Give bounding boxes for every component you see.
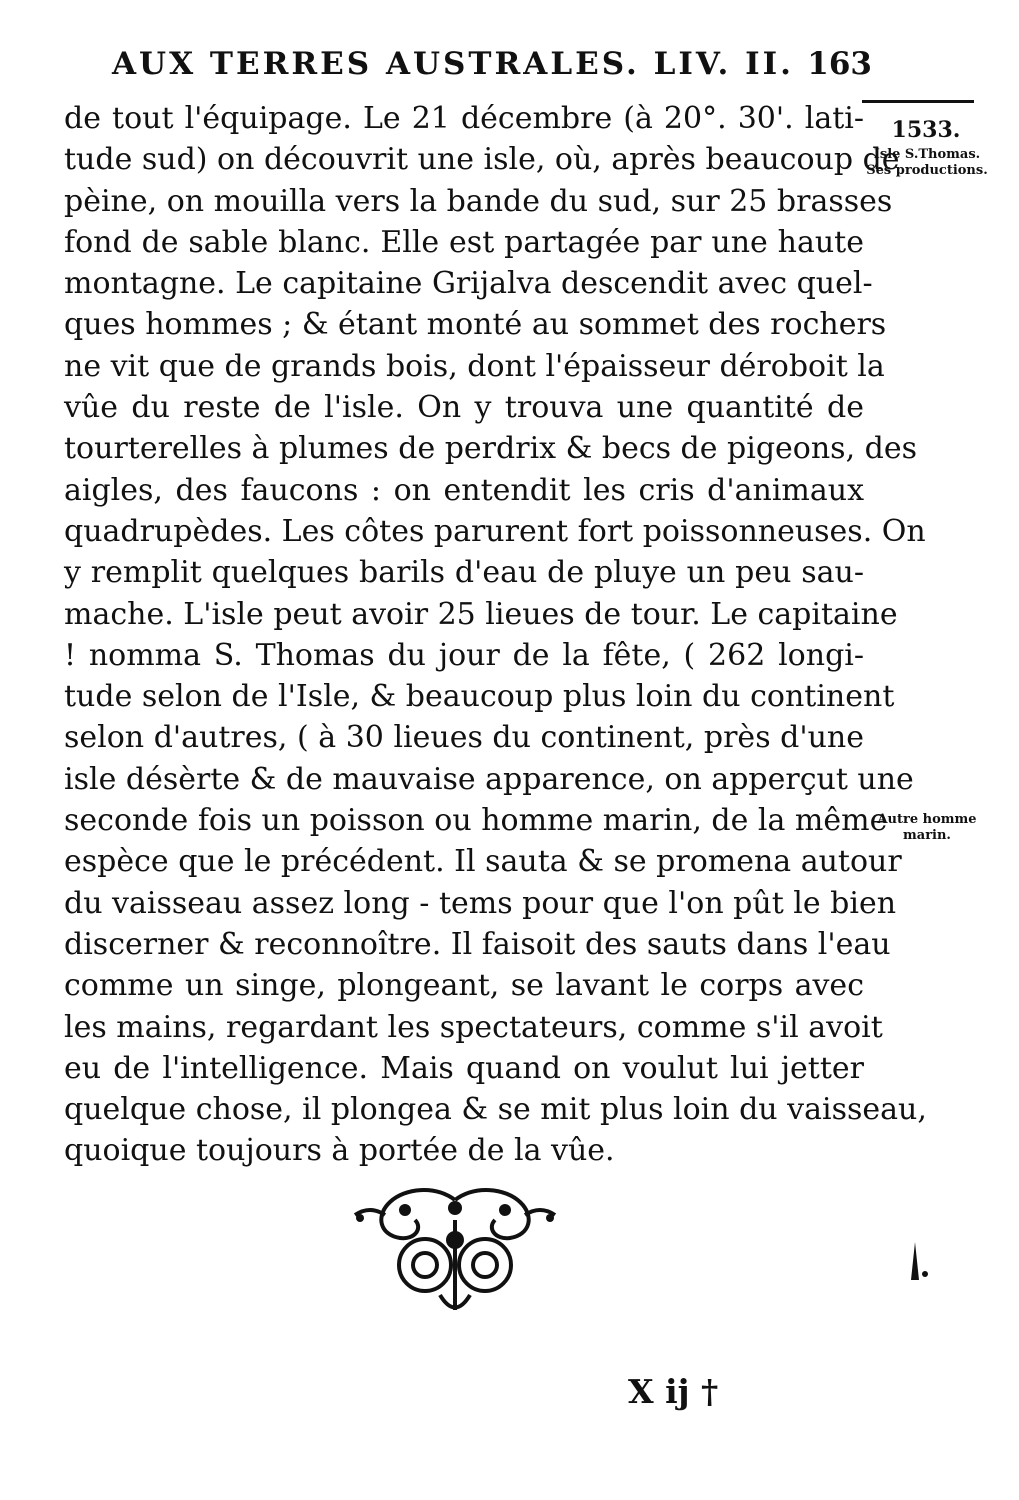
margin-rule [862,100,974,103]
text-line: tude sud) on découvrit une isle, où, après beaucoup de [64,142,900,178]
text-line: tude selon de l'Isle, & beaucoup plus loin du continent [64,679,895,715]
running-head [112,46,872,86]
text-line: pèine, on mouilla vers la bande du sud, sur 25 brasses [64,183,893,219]
fleuron-ornament-icon [345,1180,565,1320]
text-line: ! nomma S. Thomas du jour de la fête, ( 262 longi- [64,637,864,673]
text-line: quadrupèdes. Les côtes parurent fort poissonneuses. On [64,513,926,549]
text-line: mache. L'isle peut avoir 25 lieues de tour. Le capitaine [64,596,898,632]
text-line: quoique toujours à portée de la vûe. [64,1133,615,1169]
text-line: montagne. Le capitaine Grijalva descendit avec quel- [64,266,873,302]
text-line: ne vit que de grands bois, dont l'épaisseur déroboit la [64,348,885,384]
text-line: eu de l'intelligence. Mais quand on voulut lui jetter [64,1050,864,1086]
text-line: du vaisseau assez long - tems pour que l'on pût le bien [64,885,897,921]
text-line: selon d'autres, ( à 30 lieues du continent, près d'une [64,720,864,756]
text-line: comme un singe, plongeant, se lavant le corps avec [64,968,864,1004]
text-line: aigles, des faucons : on entendit les cris d'animaux [64,472,864,508]
running-title: AUX TERRES AUSTRALES. LIV. II. [112,46,794,82]
text-line: espèce que le précédent. Il sauta & se promena autour [64,844,902,880]
text-line: vûe du reste de l'isle. On y trouva une quantité de [64,390,864,426]
text-line: isle désèrte & de mauvaise apparence, on apperçut une [64,761,914,797]
text-line: seconde fois un poisson ou homme marin, de la même [64,803,888,839]
margin-note-homme-marin: Autre homme marin. [877,812,977,843]
page-number: 163 [807,46,872,82]
text-line: les mains, regardant les spectateurs, comme s'il avoit [64,1009,883,1045]
text-line: y remplit quelques barils d'eau de pluye un peu sau- [64,555,864,591]
ink-mark-icon [895,1240,935,1290]
text-line: ques hommes ; & étant monté au sommet des rochers [64,307,887,343]
signature-mark: X ij † [628,1372,719,1411]
text-line: fond de sable blanc. Elle est partagée par une haute [64,224,864,260]
margin-note-isle-thomas: Isle S.Thomas. Ses productions. [866,147,988,178]
text-line: quelque chose, il plongea & se mit plus loin du vaisseau, [64,1092,927,1128]
margin-year: 1533. [891,117,961,143]
text-line: de tout l'équipage. Le 21 décembre (à 20°. 30'. lati- [64,101,864,136]
text-line: discerner & reconnoître. Il faisoit des sauts dans l'eau [64,926,891,962]
text-line: tourterelles à plumes de perdrix & becs de pigeons, des [64,431,918,467]
